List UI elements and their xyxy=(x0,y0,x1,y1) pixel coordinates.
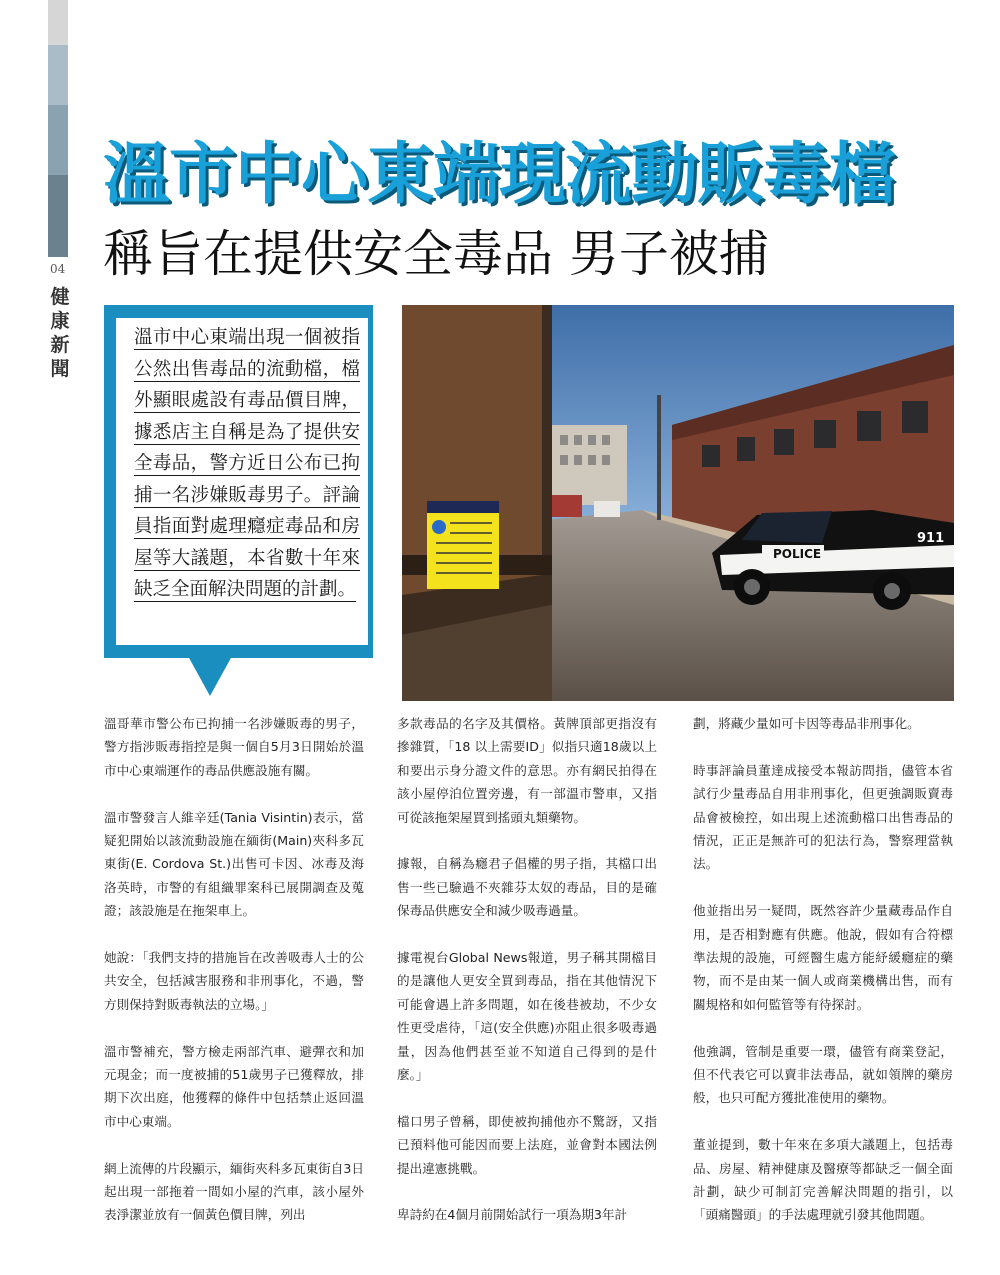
section-char: 新 xyxy=(50,334,70,356)
section-char: 健 xyxy=(50,286,70,308)
paragraph: 溫市警補充，警方檢走兩部汽車、避彈衣和加元現金；而一度被捕的51歲男子已獲釋放，排期下次出庭，他獲釋的條件中包括禁止返回溫市中心東端。 xyxy=(104,1043,364,1129)
side-color-bar xyxy=(48,45,68,105)
section-label xyxy=(50,285,70,381)
paragraph: 溫哥華市警公布已拘捕一名涉嫌販毒的男子，警方指涉販毒指控是與一個自5月3日開始於溫市中心東端運作的毒品供應設施有關。 xyxy=(104,716,364,778)
callout-pointer xyxy=(188,656,232,696)
paragraph: 她說：「我們支持的措施旨在改善吸毒人士的公共安全，包括減害服務和非刑事化，不過，警方則保持對販毒執法的立場。」 xyxy=(104,950,364,1012)
paragraph: 據報，自稱為癮君子倡權的男子指，其檔口出售一些已驗過不夾雜芬太奴的毒品，目的是確保毒品供應安全和減少吸毒過量。 xyxy=(397,856,657,919)
paragraph: 多款毒品的名字及其價格。黃牌頂部更指沒有摻雜質，「18 以上需要ID」似指只適18歲以上和要出示身分證文件的意思。亦有網民拍得在該小屋停泊位置旁邊，有一部溫市警車，又指可從該拖架屋買到搖頭丸類藥物。 xyxy=(397,716,657,825)
paragraph: 檔口男子曾稱，即使被拘捕他亦不驚訝，又指已預料他可能因而要上法庭，並會對本國法例提出違憲挑戰。 xyxy=(397,1113,657,1176)
unit-number: 911 xyxy=(917,531,945,546)
paragraph: 劃，將藏少量如可卡因等毒品非刑事化。 xyxy=(693,716,920,731)
paragraph: 溫市警發言人維辛廷(Tania Visintin)表示，當疑犯開始以該流動設施在緬街(Main)夾科多瓦東街(E. Cordova St.)出售可卡因、冰毒及海洛英時，市警的有組織罪案科已展開調查及蒐證；該設施是在拖架車上。 xyxy=(104,809,364,919)
side-color-bar xyxy=(48,0,68,45)
paragraph: 卑詩約在4個月前開始試行一項為期3年計 xyxy=(397,1207,628,1223)
side-color-bar xyxy=(48,175,68,257)
street-photo xyxy=(402,305,954,701)
side-color-bar xyxy=(48,105,68,175)
page-number: 04 xyxy=(50,262,66,276)
paragraph: 他並指出另一疑問，既然容許少量藏毒品作自用，是否相對應有供應。他說，假如有合符標準法規的設施，可經醫生處方能紓緩癮症的藥物，而不是由某一個人或商業機構出售，而有關規格和如何監管等有待探討。 xyxy=(693,903,953,1012)
section-char: 康 xyxy=(50,310,70,332)
paragraph: 網上流傳的片段顯示，緬街夾科多瓦東街自3日起出現一部拖着一間如小屋的汽車，該小屋外表淨潔並放有一個黃色價目牌，列出 xyxy=(104,1160,364,1223)
article-column-1 xyxy=(104,712,364,1250)
section-char: 聞 xyxy=(50,358,70,380)
paragraph: 時事評論員董達成接受本報訪問指，儘管本省試行少量毒品自用非刑事化，但更強調販賣毒品會被檢控，如出現上述流動檔口出售毒品的情況，正正是無許可的犯法行為，警察理當執法。 xyxy=(693,762,953,872)
police-text: POLICE xyxy=(773,547,822,561)
article-column-3 xyxy=(693,712,953,1250)
paragraph: 他強調，管制是重要一環，儘管有商業登記，但不代表它可以賣非法毒品，就如領牌的藥房般，也只可配方獲批准使用的藥物。 xyxy=(693,1043,953,1106)
article-column-2 xyxy=(397,712,657,1250)
headline: 溫市中心東端現流動販毒檔 xyxy=(103,135,895,213)
lede-text: 溫市中心東端出現一個被指公然出售毒品的流動檔，檔外顯眼處設有毒品價目牌，據悉店主自稱是為了提供安全毒品，警方近日公布已拘捕一名涉嫌販毒男子。評論員指面對處理癮症毒品和房屋等大議題，本省數十年來缺乏全面解決問題的計劃。 xyxy=(134,327,360,600)
subheadline: 稱旨在提供安全毒品 男子被捕 xyxy=(103,225,769,283)
paragraph: 據電視台Global News報道，男子稱其開檔目的是讓他人更安全買到毒品，指在其他情況下可能會遇上許多問題，如在後巷被劫，不少女性更受虐待，「這(安全供應)亦阻止很多吸毒過量，因為他們甚至並不知道自己得到的是什麼。」 xyxy=(397,950,657,1083)
lede-callout xyxy=(116,318,368,645)
paragraph: 董並提到，數十年來在多項大議題上，包括毒品、房屋、精神健康及醫療等都缺乏一個全面計劃，缺少可制訂完善解決問題的指引，以「頭痛醫頭」的手法處理就引發其他問題。 xyxy=(693,1137,953,1223)
